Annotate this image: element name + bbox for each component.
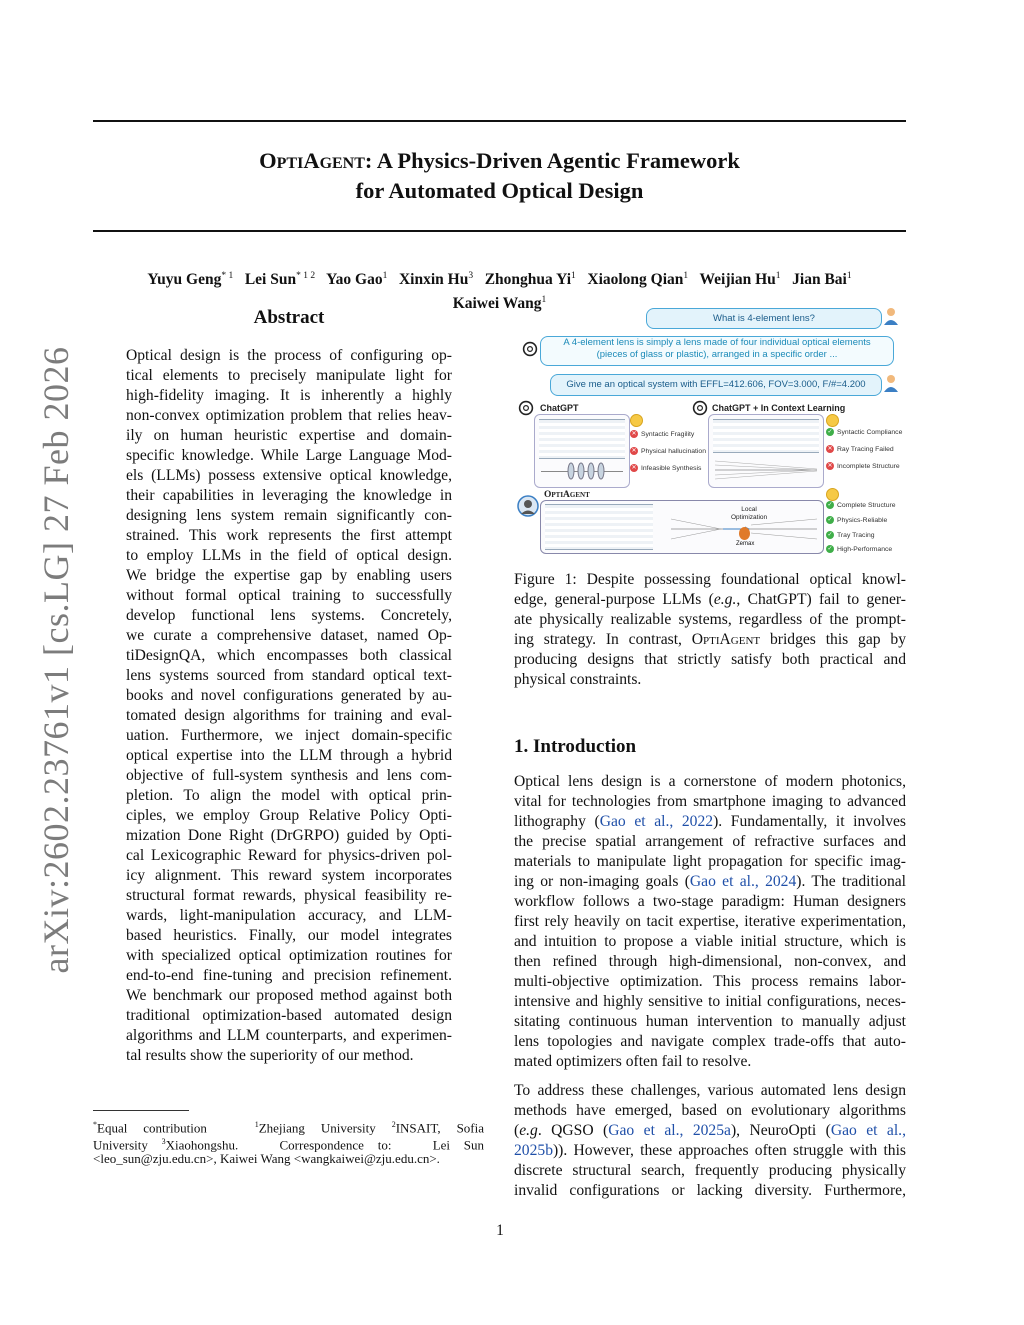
text-line: ciples, we employ Group Relative Policy Opti- — [126, 807, 452, 824]
paper-title — [93, 146, 906, 206]
text-line: lens topologies and navigate complex trade-offs that auto- — [514, 1033, 906, 1050]
status-fail: ✕ Syntactic Fragility — [631, 430, 695, 438]
text-line: tomated design algorithms for training and eval- — [126, 707, 452, 724]
status-pass: ✓ Syntactic Compliance — [827, 428, 903, 436]
text-line: based heuristics. Finally, our model integrates — [126, 927, 452, 944]
optiagent-output-panel — [540, 500, 824, 554]
arxiv-id: arXiv:2602.23761v1 [cs.LG] 27 Feb 2026 — [36, 346, 76, 974]
text-line: tiDesignQA, which encompasses both classical — [126, 647, 452, 664]
author: Weijian Hu$^1$ — [699, 271, 781, 289]
text-line: invalid configurations or lacking diversity. Furthermore, — [514, 1182, 906, 1199]
text-line: vital for technologies from smartphone imaging to advanced — [514, 793, 906, 810]
text-line: (e.g. QGSO (Gao et al., 2025a), NeuroOpti (Gao et al., — [514, 1122, 906, 1139]
text-line: non-convex optimization problem that relies heav- — [126, 407, 452, 424]
text-line: uation. Furthermore, we inject domain-specific — [126, 727, 452, 744]
title-line1: : A Physics-Driven Agentic Framework — [364, 148, 740, 173]
footnote: *Equal contribution $^1$Zhejiang University $^2$INSAIT, Sofia University $^3$Xiaohongshu. Correspondence to: Lei Sun <leo_sun@zju.edu.cn>, Kaiwei Wang <wangkaiwei@zju.edu.cn>. — [93, 1120, 485, 1166]
check-icon: ✓ — [827, 532, 833, 538]
text-line: producing designs that strictly satisfy both practical and — [514, 651, 906, 668]
text-line: We bridge the expertise gap by enabling users — [126, 567, 452, 584]
text-line: strained. This work represents the first attempt — [126, 527, 452, 544]
author: Lei Sun$^{* 1 2}$ — [244, 271, 316, 289]
text-line: methods have emerged, based on evolutionary algorithms — [514, 1102, 906, 1119]
status-pass: ✓ Complete Structure — [827, 501, 896, 509]
author: Xinxin Hu$^3$ — [398, 271, 474, 289]
output-table — [539, 419, 625, 459]
answer-bubble-1: A 4-element lens is simply a lens made of four individual optical elements (pieces of glass or plastic), arranged in a specific order ... — [540, 336, 894, 366]
text-line: objective of full-system synthesis and lens com- — [126, 767, 452, 784]
check-icon: ✓ — [827, 517, 833, 523]
user-icon — [883, 374, 899, 392]
author: Yuyu Geng$^{* 1}$ — [147, 271, 234, 289]
status-fail: ✕ Ray Tracing Failed — [827, 445, 894, 453]
arxiv-stamp — [0, 0, 76, 974]
status-fail: ✕ Infeasible Synthesis — [631, 464, 702, 472]
fail-icon: ✕ — [631, 431, 637, 437]
text-line: physical constraints. — [514, 671, 642, 688]
panel-title-chatgpt: ChatGPT — [540, 403, 579, 413]
text-line: icy alignment. This reward system incorporates — [126, 867, 452, 884]
footnote-rule — [93, 1110, 189, 1111]
user-icon — [883, 307, 899, 325]
fail-icon: ✕ — [631, 448, 637, 454]
text-line: high-fidelity imaging. It is inherently a highly — [126, 387, 452, 404]
fail-icon: ✕ — [827, 446, 833, 452]
zemax-label: Zemax — [736, 541, 755, 547]
happy-face-icon — [826, 488, 839, 501]
lens-diagram — [563, 462, 607, 480]
text-line: structural format rewards, physical feasibility re- — [126, 887, 452, 904]
text-line: the precise spatial arrangement of refractive surfaces and — [514, 833, 906, 850]
text-line: algorithms and LLM counterparts, and experimen- — [126, 1027, 452, 1044]
author: Jian Bai$^1$ — [792, 271, 852, 289]
text-line: develop functional lens systems. Concretely, — [126, 607, 452, 624]
text-line: multi-objective optimization. This process remains labor- — [514, 973, 906, 990]
text-line: tical elements to precisely manipulate light for — [126, 367, 452, 384]
figure-caption — [514, 570, 906, 690]
author: Xiaolong Qian$^1$ — [587, 271, 689, 289]
text-line: wards, light-manipulation accuracy, and LLM- — [126, 907, 452, 924]
text-line: We benchmark our proposed method against both — [126, 987, 452, 1004]
neutral-face-icon — [826, 414, 839, 427]
text-line: mization Done Right (DrGRPO) guided by Opti- — [126, 827, 452, 844]
fail-icon: ✕ — [631, 465, 637, 471]
text-line: with specialized optical optimization routines for — [126, 947, 452, 964]
status-fail: ✕ Incomplete Structure — [827, 462, 900, 470]
text-line: ily on human heuristic expertise and domain- — [126, 427, 452, 444]
text-line: designing lens system remain significantly con- — [126, 507, 452, 524]
text-line: workflow follows a two-stage paradigm: Human designers — [514, 893, 906, 910]
ray-diagram — [715, 457, 817, 483]
text-line: specific knowledge. While Large Language Mod- — [126, 447, 452, 464]
text-line: mated optimizers often fail to resolve. — [514, 1053, 752, 1070]
author: Zhonghua Yi$^1$ — [484, 271, 576, 289]
text-line: To address these challenges, various automated lens design — [514, 1082, 906, 1099]
status-pass: ✓ Tray Tracing — [827, 531, 875, 539]
text-line: pletion. To align the model with optical prin- — [126, 787, 452, 804]
panel-title-optiagent: OptiAgent — [544, 490, 590, 500]
text-line: materials to manipulate light propagation for specific imag- — [514, 853, 906, 870]
chatgpt-logo-icon — [518, 400, 534, 416]
text-line: 2025b)). However, these approaches often struggle with this — [514, 1142, 906, 1159]
optiagent-avatar-icon — [516, 494, 540, 518]
chatgpt-logo-icon — [522, 341, 538, 357]
text-line: cal Lexicographic Reward for physics-driven pol- — [126, 847, 452, 864]
status-pass: ✓ Physics-Reliable — [827, 516, 888, 524]
page-number: 1 — [496, 1222, 504, 1239]
author: Yao Gao$^1$ — [326, 271, 388, 289]
text-line: without formal optical training to successfully — [126, 587, 452, 604]
text-line: lithography (Gao et al., 2022). Fundamentally, it involves — [514, 813, 906, 830]
text-line: first rely heavily on tacit expertise, iterative experimentation, — [514, 913, 906, 930]
text-line: and intuition to propose a viable initial structure, which is — [514, 933, 906, 950]
text-line: lens systems sourced from standard optical text- — [126, 667, 452, 684]
status-fail: ✕ Physical hallucination — [631, 447, 706, 455]
confused-face-icon — [630, 414, 643, 427]
abstract-body — [126, 346, 452, 1066]
text-line: ing strategy. In contrast, OptiAgent bridges this gap by — [514, 631, 906, 648]
chatgpt-output-panel — [534, 414, 630, 488]
question-bubble-2: Give me an optical system with EFFL=412.606, FOV=3.000, F/#=4.200 — [550, 374, 882, 396]
figure-1 — [510, 302, 906, 560]
text-line: their capabilities in leveraging the knowledge in — [126, 487, 452, 504]
text-line: edge, general-purpose LLMs (e.g., ChatGPT) fail to gener- — [514, 591, 906, 608]
output-table — [545, 504, 653, 550]
text-line: ate physically realizable systems, regardless of the prompt- — [514, 611, 906, 628]
text-line: Figure 1: Despite possessing foundational optical knowl- — [514, 571, 906, 588]
text-line: ing or non-imaging goals (Gao et al., 2024). The traditional — [514, 873, 906, 890]
text-line: discrete structural search, frequently producing physically — [514, 1162, 906, 1179]
text-line: traditional optimization-based automated design — [126, 1007, 452, 1024]
status-pass: ✓ High-Performance — [827, 545, 893, 553]
check-icon: ✓ — [827, 502, 833, 508]
title-name: OptiAgent — [259, 148, 365, 173]
text-line: tal results show the superiority of our method. — [126, 1047, 414, 1064]
panel-title-chatgpt-icl: ChatGPT + In Context Learning — [712, 403, 846, 413]
text-line: then refined through high-dimensional, non-convex, and — [514, 953, 906, 970]
text-line: Optical design is the process of configuring op- — [126, 347, 452, 364]
chatgpt-icl-output-panel — [708, 414, 824, 488]
text-line: books and novel configurations generated by au- — [126, 687, 452, 704]
zemax-logo-icon — [739, 527, 750, 540]
intro-paragraph-1 — [514, 772, 906, 1072]
text-line: end-to-end fine-tuning and precision refinement. — [126, 967, 452, 984]
text-line: intensive and highly sensitive to initial configurations, neces- — [514, 993, 906, 1010]
title-bottom-rule — [93, 230, 906, 232]
check-icon: ✓ — [827, 429, 833, 435]
text-line: we curate a comprehensive dataset, named Op- — [126, 627, 452, 644]
author: Kaiwei Wang$^1$ — [452, 295, 547, 313]
intro-heading: 1. Introduction — [514, 736, 637, 757]
text-line: to employ LLMs in the field of optical design. — [126, 547, 452, 564]
text-line: optical expertise into the LLM through a hybrid — [126, 747, 452, 764]
output-table — [713, 419, 819, 453]
chatgpt-logo-icon — [692, 400, 708, 416]
intro-paragraph-2 — [514, 1081, 906, 1201]
text-line: sitating continuous human intervention to manually adjust — [514, 1013, 906, 1030]
question-bubble-1: What is 4-element lens? — [646, 308, 882, 329]
fail-icon: ✕ — [827, 463, 833, 469]
title-line2: for Automated Optical Design — [355, 178, 644, 203]
local-optimization-label: Local Optimization — [731, 506, 768, 521]
abstract-heading: Abstract — [253, 307, 325, 328]
text-line: els (LLMs) possess extensive optical knowledge, — [126, 467, 452, 484]
check-icon: ✓ — [827, 546, 833, 552]
text-line: Optical lens design is a cornerstone of modern photonics, — [514, 773, 906, 790]
title-top-rule — [93, 120, 906, 122]
